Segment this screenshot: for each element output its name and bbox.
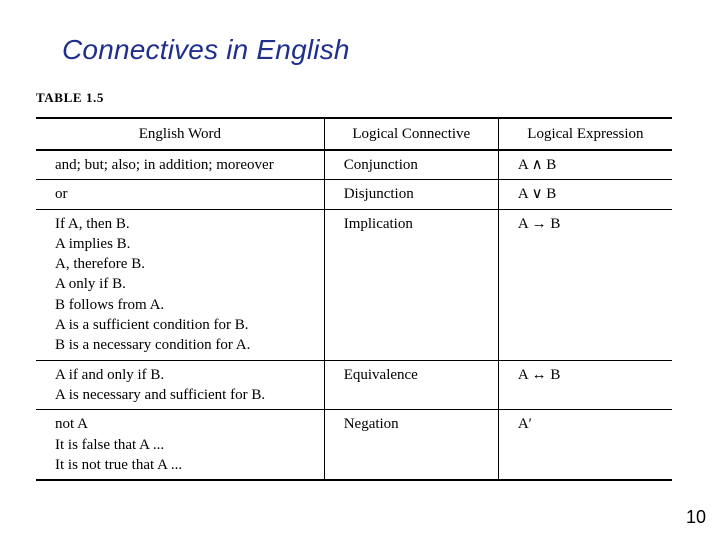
table-header-row	[36, 118, 672, 150]
slide-title: Connectives in English	[62, 34, 350, 65]
expression-cell: A′	[498, 410, 672, 480]
table-row	[36, 180, 672, 209]
header-logical-expression: Logical Expression	[498, 118, 672, 150]
connective-cell: Equivalence	[324, 360, 498, 410]
english-phrase: A implies B.	[55, 235, 131, 252]
connective-cell: Disjunction	[324, 180, 498, 209]
english-phrase: A, therefore B.	[55, 256, 145, 273]
english-word-cell	[36, 150, 324, 180]
english-phrase: If A, then B.	[55, 215, 130, 232]
connective-cell: Conjunction	[324, 150, 498, 180]
english-phrase: or	[55, 186, 68, 203]
english-phrase: A is a sufficient condition for B.	[55, 317, 249, 334]
english-phrase: and; but; also; in addition; moreover	[55, 157, 274, 173]
english-phrase: B follows from A.	[55, 296, 165, 313]
english-phrase: It is not true that A ...	[55, 456, 183, 473]
table-row	[36, 360, 672, 410]
connective-cell: Negation	[324, 410, 498, 480]
english-phrase: not A	[55, 416, 88, 433]
english-word-cell	[36, 410, 324, 480]
slide-number: 10	[685, 507, 706, 527]
english-word-cell	[36, 360, 324, 410]
header-logical-connective: Logical Connective	[324, 118, 498, 150]
english-word-cell	[36, 209, 324, 360]
expression-cell: A ↔ B	[498, 360, 672, 410]
connective-cell: Implication	[324, 209, 498, 360]
english-phrase: B is a necessary condition for A.	[55, 337, 251, 354]
table-row	[36, 410, 672, 480]
connectives-table	[36, 117, 672, 481]
expression-cell: A ∨ B	[498, 180, 672, 209]
header-english-word: English Word	[36, 118, 324, 150]
english-word-cell	[36, 180, 324, 209]
table-label: TABLE 1.5	[36, 90, 105, 105]
english-phrase: A is necessary and sufficient for B.	[55, 386, 266, 403]
english-phrase: It is false that A ...	[55, 436, 165, 453]
expression-cell: A ∧ B	[498, 150, 672, 180]
expression-cell: A → B	[498, 209, 672, 360]
table-row	[36, 209, 672, 360]
english-phrase: A only if B.	[55, 276, 126, 293]
english-phrase: A if and only if B.	[55, 366, 165, 383]
table-row	[36, 150, 672, 180]
